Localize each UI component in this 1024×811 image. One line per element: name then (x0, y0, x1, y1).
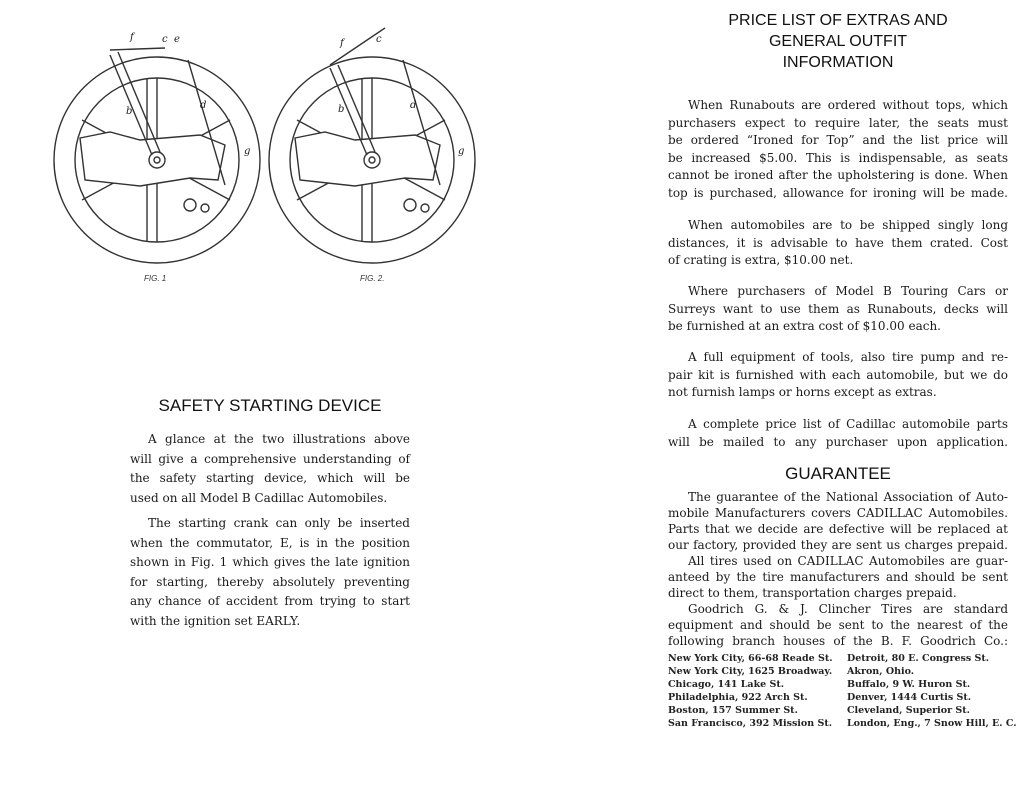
paragraph-line: be ordered “Ironed for Top” and the list price will (668, 133, 1008, 147)
label-b-fig1: b (126, 106, 133, 117)
guarantee-line: equipment and should be sent to the nearest of the (668, 618, 1008, 632)
label-f-fig1: f (130, 32, 134, 43)
branch-address: San Francisco, 392 Mission St. (668, 718, 833, 729)
wheel-figure-2 (269, 28, 475, 263)
label-c-fig2: c (376, 34, 382, 45)
wheel-figure-1 (54, 48, 260, 263)
branch-address: New York City, 1625 Broadway. (668, 666, 833, 677)
paragraph-line: cannot be ironed after the upholstering is done. When (668, 168, 1008, 182)
guarantee-title: GUARANTEE (785, 464, 891, 483)
label-g-fig2: g (458, 146, 465, 157)
label-b-fig2: b (338, 104, 345, 115)
branch-address: Denver, 1444 Curtis St. (847, 692, 972, 703)
paragraph-line: purchasers expect to require later, the seats must (668, 115, 1008, 130)
paragraph-line: when the commutator, E, is in the position (130, 535, 410, 550)
cut-title-text: PRICE LIST OF EXTRAS AND (728, 12, 948, 29)
branch-address: London, Eng., 7 Snow Hill, E. C. (847, 718, 1017, 729)
paragraph-line: not furnish lamps or horns except as extras. (668, 385, 937, 399)
paragraph-line: A complete price list of Cadillac automobile parts (688, 417, 1008, 431)
guarantee-line: mobile Manufacturers covers CADILLAC Automobiles. (668, 506, 1008, 520)
figure-2-caption: FIG. 2. (360, 274, 385, 283)
paragraph-line: When automobiles are to be shipped singly long (688, 218, 1008, 232)
label-d-fig2: d (410, 100, 417, 111)
guarantee-line: Parts that we decide are defective will be replaced at (668, 522, 1008, 536)
paragraph-line: pair kit is furnished with each automobile, but we do (668, 367, 1008, 382)
label-d-fig1: d (200, 100, 207, 111)
paragraph-line: shown in Fig. 1 which gives the late ignition (130, 555, 410, 569)
safety-device-title: SAFETY STARTING DEVICE (158, 396, 382, 415)
paragraph-line: used on all Model B Cadillac Automobiles. (130, 490, 388, 505)
starting-device-illustrations (40, 20, 500, 290)
paragraph-line: top is purchased, allowance for ironing will be made. (668, 185, 1008, 200)
title-general-outfit: GENERAL OUTFIT (768, 33, 908, 50)
guarantee-line: following branch houses of the B. F. Goodrich Co.: (668, 634, 1008, 648)
branch-address: Philadelphia, 922 Arch St. (668, 692, 808, 703)
paragraph-line: When Runabouts are ordered without tops, which (688, 98, 1008, 112)
branch-address: Chicago, 141 Lake St. (668, 679, 785, 690)
guarantee-line: anteed by the tire manufacturers and should be sent (668, 570, 1008, 584)
paragraph-line: be furnished at an extra cost of $10.00 each. (668, 319, 941, 333)
paragraph-line: of crating is extra, $10.00 net. (668, 253, 854, 267)
paragraph-line: Where purchasers of Model B Touring Cars or (688, 284, 1008, 298)
branch-address: Akron, Ohio. (847, 666, 915, 677)
paragraph-line: A glance at the two illustrations above (148, 432, 410, 446)
branch-address: Detroit, 80 E. Congress St. (847, 653, 990, 664)
label-e-fig1: e (174, 34, 180, 45)
title-information: INFORMATION (782, 54, 894, 71)
paragraph-line: for starting, thereby absolutely preventing (130, 574, 410, 589)
guarantee-line: All tires used on CADILLAC Automobiles are guar- (688, 554, 1008, 568)
paragraph-line: the safety starting device, which will be (130, 471, 410, 485)
figure-1-caption: FIG. 1 (144, 274, 167, 283)
guarantee-line: direct to them, transportation charges prepaid. (668, 586, 957, 600)
branch-address: Boston, 157 Summer St. (668, 705, 798, 716)
paragraph-line: with the ignition set EARLY. (130, 613, 301, 628)
paragraph-line: distances, it is advisable to have them crated. Cost (668, 235, 1008, 250)
guarantee-line: Goodrich G. & J. Clincher Tires are standard (688, 602, 1008, 616)
branch-address: Cleveland, Superior St. (847, 705, 970, 716)
paragraph-line: Surreys want to use them as Runabouts, decks will (668, 301, 1008, 316)
guarantee-line: The guarantee of the National Association of Auto- (688, 490, 1008, 504)
paragraph-line: any chance of accident from trying to start (130, 594, 410, 608)
paragraph-line: be increased $5.00. This is indispensable, as seats (668, 150, 1008, 165)
label-f-fig2: f (340, 38, 344, 49)
branch-address: New York City, 66-68 Reade St. (668, 653, 833, 664)
paragraph-line: The starting crank can only be inserted (148, 516, 410, 530)
paragraph-line: A full equipment of tools, also tire pump and re- (688, 350, 1008, 364)
guarantee-line: our factory, provided they are sent us charges prepaid. (668, 538, 1008, 552)
cut-off-title-line (668, 6, 1008, 29)
branch-address: Buffalo, 9 W. Huron St. (847, 679, 971, 690)
label-c-fig1: c (162, 34, 168, 45)
label-g-fig1: g (244, 146, 251, 157)
paragraph-line: will give a comprehensive understanding of (130, 451, 410, 466)
paragraph-line: will be mailed to any purchaser upon application. (668, 434, 1008, 449)
